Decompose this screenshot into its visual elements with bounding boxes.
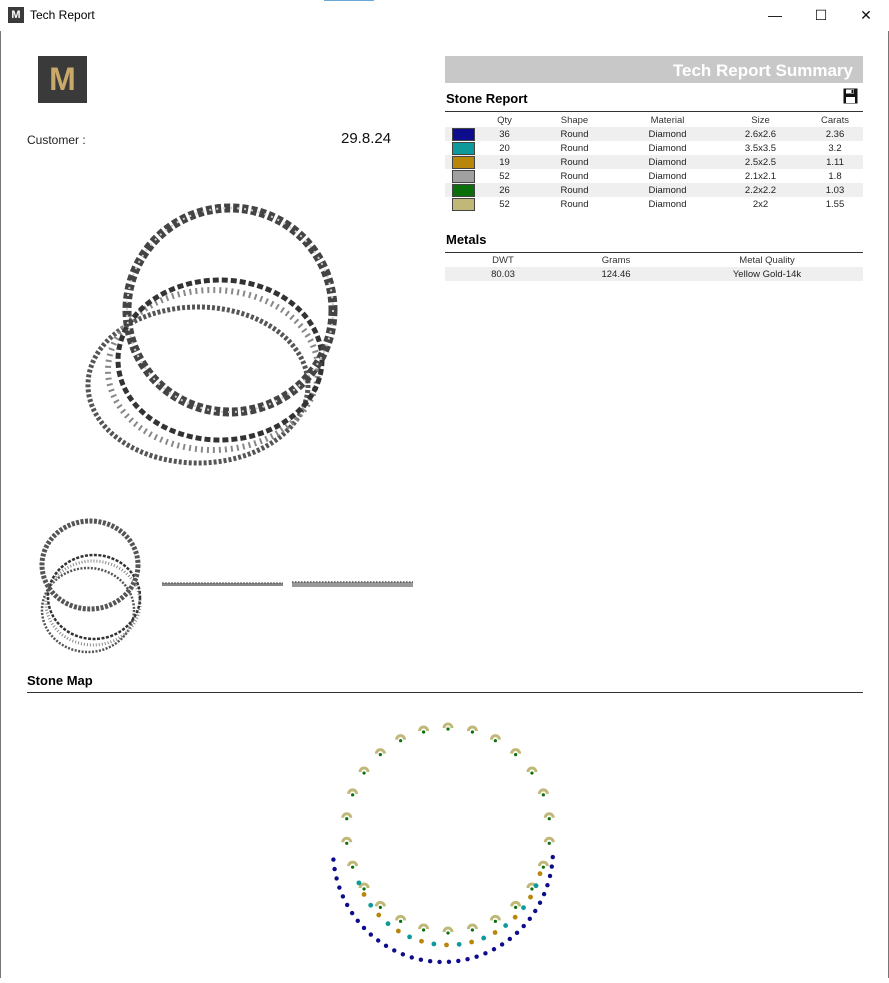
minimize-button[interactable]: —: [768, 7, 782, 23]
table-row: [445, 127, 863, 141]
stone-map-stone: [376, 938, 380, 942]
cell-qty: 52: [499, 170, 510, 182]
cell-qty: 36: [481, 127, 528, 141]
window-titlebar: [0, 0, 889, 31]
thumbnail-front-view: [38, 515, 153, 655]
cell-size: 2x2: [752, 198, 769, 210]
stone-map-accent-stone: [494, 920, 497, 923]
stone-map-stone: [550, 864, 554, 868]
stone-map-stone: [533, 909, 537, 913]
stone-map-canvas: [38, 700, 848, 978]
stone-map-accent-stone: [471, 928, 474, 931]
stone-map-stone: [334, 876, 338, 880]
stone-map-accent-stone: [514, 753, 517, 756]
stone-map-stone: [444, 943, 449, 948]
cell-shape: Round: [528, 127, 621, 141]
table-row: [445, 141, 863, 155]
stone-map-stone: [528, 895, 533, 900]
stone-map-rule: [27, 692, 863, 693]
thumbnail-top-view: [290, 578, 415, 592]
close-button[interactable]: ✕: [860, 7, 872, 23]
stone-map-stone: [407, 934, 412, 939]
col-metal-quality: Metal Quality: [739, 254, 795, 266]
window-border-left: [0, 31, 1, 978]
table-row: [445, 169, 863, 183]
jewelry-render-main: [80, 200, 370, 480]
cell-carats: 2.36: [807, 127, 863, 141]
stone-map-stone: [401, 952, 405, 956]
customer-label: Customer :: [27, 133, 86, 147]
stone-map-stone: [521, 905, 526, 910]
stone-map-accent-stone: [446, 727, 449, 730]
stone-map-accent-stone: [530, 771, 533, 774]
stone-map-accent-stone: [494, 739, 497, 742]
stone-map-stone: [331, 857, 335, 861]
stone-map-stone: [392, 948, 396, 952]
stone-map-stone: [522, 924, 526, 928]
stone-map-stone: [534, 883, 539, 888]
stone-map-accent-stone: [548, 817, 551, 820]
stone-map-stone: [513, 915, 518, 920]
cell-material: Diamond: [648, 170, 687, 182]
stone-map-stone: [428, 959, 432, 963]
stone-map-accent-stone: [379, 906, 382, 909]
table-row: [445, 267, 863, 281]
col-material: Material: [650, 114, 685, 126]
stone-map-stone: [538, 871, 543, 876]
strand-zigzag: [118, 280, 322, 440]
stone-map-accent-stone: [351, 866, 354, 869]
col-grams: Grams: [601, 254, 631, 266]
stone-map-stone: [368, 903, 373, 908]
titlebar-accent: [324, 0, 374, 1]
stone-map-stone: [376, 913, 381, 918]
stone-map-stone: [508, 937, 512, 941]
color-swatch: [452, 170, 475, 183]
stone-map-stone: [350, 911, 354, 915]
report-date: 29.8.24: [341, 130, 392, 147]
col-qty: Qty: [497, 114, 512, 126]
thumbnail-side-view: [160, 578, 285, 592]
cell-grams: 124.46: [561, 267, 671, 281]
stone-map-accent-stone: [542, 793, 545, 796]
cell-qty: 20: [499, 142, 510, 154]
stone-map-stone: [551, 855, 555, 859]
cell-metal-quality: Yellow Gold-14k: [671, 267, 863, 281]
stone-map-stone: [457, 942, 462, 947]
stone-map-accent-stone: [471, 730, 474, 733]
stone-map-stone: [341, 894, 345, 898]
stone-map-accent-stone: [362, 887, 365, 890]
cell-shape: Round: [560, 142, 589, 154]
stone-map-accent-stone: [345, 817, 348, 820]
stone-map-stone: [396, 929, 401, 934]
stone-map-stone: [419, 939, 424, 944]
save-icon[interactable]: [843, 88, 858, 104]
cell-qty: 26: [481, 183, 528, 197]
stone-map-accent-stone: [345, 842, 348, 845]
window-title: Tech Report: [30, 8, 95, 22]
cell-shape: Round: [528, 155, 621, 169]
cell-material: Diamond: [648, 142, 687, 154]
stone-map-stone: [356, 919, 360, 923]
metals-header-row: [445, 253, 863, 267]
stone-map-stone: [474, 954, 478, 958]
stone-report-header-row: [445, 113, 863, 127]
stone-map-stone: [503, 923, 508, 928]
color-swatch: [452, 198, 475, 211]
cell-material: Diamond: [648, 198, 687, 210]
stone-map-stone: [437, 960, 441, 964]
cell-carats: 3.2: [828, 142, 842, 154]
stone-map-plot: [38, 700, 848, 978]
color-swatch: [452, 142, 475, 155]
stone-map-stone: [356, 880, 361, 885]
stone-map-stone: [386, 921, 391, 926]
stone-map-stone: [492, 947, 496, 951]
stone-map-stone: [465, 957, 469, 961]
stone-map-stone: [538, 901, 542, 905]
color-swatch: [452, 184, 475, 197]
stone-report-rule: [445, 111, 863, 112]
stone-map-stone: [545, 883, 549, 887]
col-carats: Carats: [821, 114, 849, 126]
col-shape: Shape: [560, 114, 589, 126]
col-color: [445, 113, 481, 127]
stone-map-title: Stone Map: [27, 673, 93, 688]
stone-report-table: [445, 113, 863, 211]
cell-size: 2.1x2.1: [744, 170, 777, 182]
cell-carats: 1.55: [825, 198, 845, 210]
table-row: [445, 197, 863, 211]
stone-map-stone: [500, 942, 504, 946]
cell-material: Diamond: [621, 183, 714, 197]
stone-map-stone: [369, 932, 373, 936]
stone-map-accent-stone: [542, 866, 545, 869]
cell-material: Diamond: [621, 155, 714, 169]
cell-carats: 1.11: [807, 155, 863, 169]
stone-map-accent-stone: [399, 739, 402, 742]
stone-map-stone: [542, 892, 546, 896]
strand-cluster: [108, 290, 318, 450]
stone-map-stone: [447, 960, 451, 964]
stone-map-stone: [456, 959, 460, 963]
cell-size: 3.5x3.5: [744, 142, 777, 154]
stone-map-stone: [528, 917, 532, 921]
table-row: [445, 155, 863, 169]
cell-shape: Round: [560, 170, 589, 182]
cell-dwt: 80.03: [445, 267, 561, 281]
cell-shape: Round: [560, 198, 589, 210]
cell-material: Diamond: [621, 127, 714, 141]
stone-map-accent-stone: [362, 771, 365, 774]
metals-table: [445, 253, 863, 281]
color-swatch: [452, 156, 475, 169]
app-icon: M: [8, 7, 24, 23]
stone-map-stone: [548, 874, 552, 878]
stone-map-stone: [345, 903, 349, 907]
summary-title: Tech Report Summary: [672, 61, 853, 80]
cell-carats: 1.8: [828, 170, 842, 182]
cell-qty: 52: [499, 198, 510, 210]
stone-map-stone: [419, 958, 423, 962]
stone-map-stone: [410, 955, 414, 959]
col-dwt: DWT: [492, 254, 514, 266]
maximize-button[interactable]: ☐: [814, 7, 828, 23]
cell-size: 2.5x2.5: [714, 155, 807, 169]
stone-map-stone: [337, 885, 341, 889]
stone-map-stone: [431, 942, 436, 947]
stone-map-stone: [481, 936, 486, 941]
table-row: [445, 183, 863, 197]
stone-map-accent-stone: [514, 906, 517, 909]
stone-map-accent-stone: [422, 730, 425, 733]
stone-map-accent-stone: [379, 753, 382, 756]
cell-carats: 1.03: [807, 183, 863, 197]
color-swatch: [452, 128, 475, 141]
cell-shape: Round: [528, 183, 621, 197]
stone-map-accent-stone: [548, 842, 551, 845]
metals-title: Metals: [446, 232, 487, 247]
stone-map-accent-stone: [351, 793, 354, 796]
summary-banner: [445, 56, 863, 83]
stone-map-stone: [515, 931, 519, 935]
cell-size: 2.2x2.2: [714, 183, 807, 197]
stone-map-stone: [469, 940, 474, 945]
cell-qty: 19: [481, 155, 528, 169]
stone-map-stone: [332, 867, 336, 871]
stone-map-accent-stone: [446, 931, 449, 934]
stone-map-accent-stone: [530, 887, 533, 890]
stone-map-accent-stone: [399, 920, 402, 923]
stone-map-stone: [362, 892, 367, 897]
col-size: Size: [751, 114, 770, 126]
stone-map-stone: [493, 930, 498, 935]
stone-map-accent-stone: [422, 928, 425, 931]
stone-map-stone: [483, 951, 487, 955]
cell-size: 2.6x2.6: [714, 127, 807, 141]
brand-logo: M: [38, 56, 87, 103]
stone-map-stone: [362, 926, 366, 930]
stone-report-title: Stone Report: [446, 91, 528, 106]
stone-map-stone: [384, 944, 388, 948]
